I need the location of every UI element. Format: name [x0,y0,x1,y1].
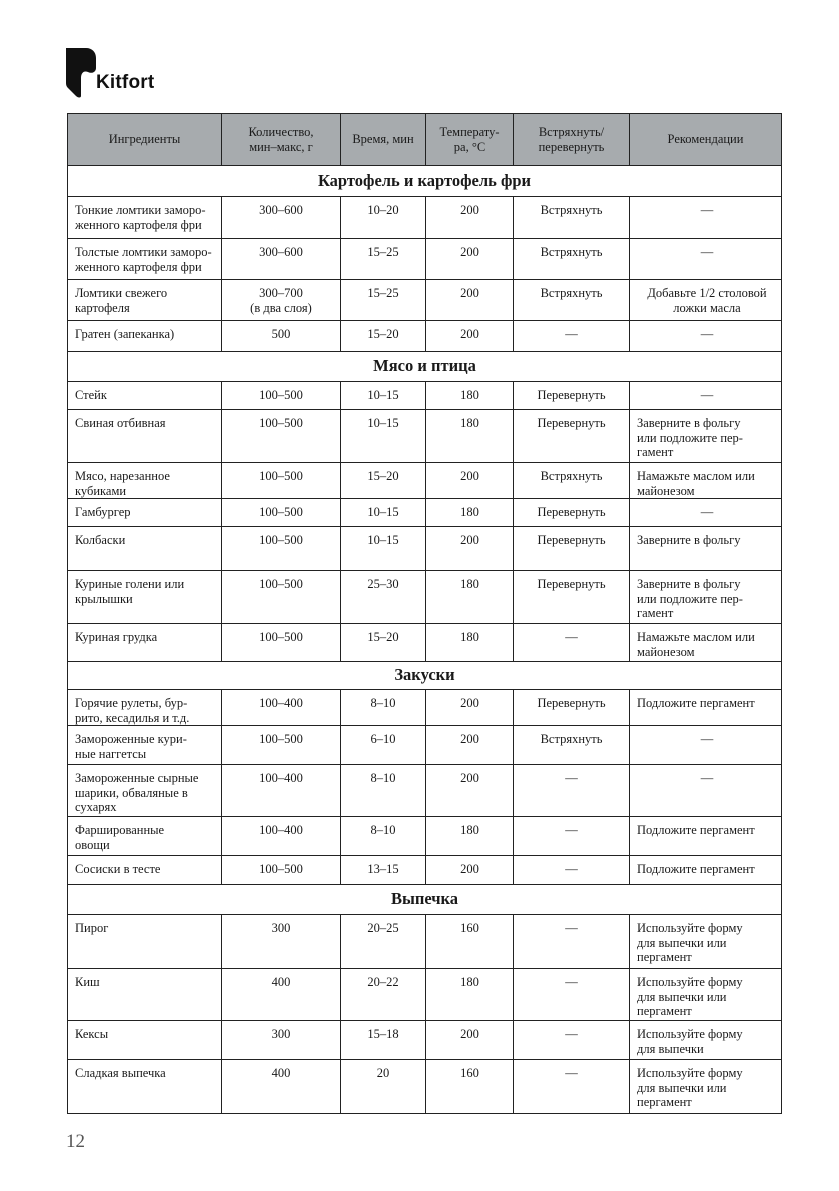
cell-action: Перевернуть [514,410,630,463]
cell-amount: 100–500 [222,856,341,885]
cell-temperature: 180 [426,499,514,527]
cell-time: 8–10 [341,690,426,726]
cell-recommendation: — [630,239,782,280]
section-row [68,885,782,915]
cell-amount: 300–700 (в два слоя) [222,280,341,321]
header-time: Время, мин [341,114,426,166]
cell-time: 10–15 [341,499,426,527]
header-amount: Количество, мин–макс, г [222,114,341,166]
brand-name: Kitfort [96,72,155,93]
cell-action: — [514,1021,630,1060]
cell-recommendation: — [630,726,782,765]
cell-amount: 100–500 [222,726,341,765]
section-row [68,166,782,197]
cell-action: — [514,321,630,352]
header-shake-flip: Встряхнуть/ перевернуть [514,114,630,166]
cell-recommendation: Используйте форму для выпечки [630,1021,782,1060]
table-row [68,1021,782,1060]
cell-action: — [514,624,630,662]
cell-action: Встряхнуть [514,280,630,321]
cell-time: 15–20 [341,321,426,352]
cell-ingredient: Пирог [68,915,222,969]
cell-recommendation: — [630,382,782,410]
table-row [68,856,782,885]
cell-action: Перевернуть [514,499,630,527]
cell-ingredient: Ломтики свежего картофеля [68,280,222,321]
cell-temperature: 200 [426,463,514,499]
cell-time: 15–25 [341,280,426,321]
cell-recommendation: Намажьте маслом или майонезом [630,624,782,662]
cell-ingredient: Свиная отбивная [68,410,222,463]
table-row [68,463,782,499]
table-row [68,527,782,571]
cell-amount: 100–500 [222,571,341,624]
cell-time: 10–15 [341,527,426,571]
table-row [68,197,782,239]
cell-ingredient: Куриные голени или крылышки [68,571,222,624]
cell-time: 20–25 [341,915,426,969]
cell-recommendation: Подложите пергамент [630,690,782,726]
cell-temperature: 180 [426,410,514,463]
cell-amount: 100–500 [222,624,341,662]
cell-ingredient: Замороженные сырные шарики, обваляные в сухарях [68,765,222,817]
cell-action: Встряхнуть [514,726,630,765]
cell-temperature: 200 [426,856,514,885]
cell-ingredient: Сладкая выпечка [68,1060,222,1114]
cell-time: 13–15 [341,856,426,885]
cell-amount: 100–500 [222,527,341,571]
cell-action: — [514,915,630,969]
cell-recommendation: Используйте форму для выпечки или пергамент [630,1060,782,1114]
cell-temperature: 200 [426,197,514,239]
cell-ingredient: Гамбургер [68,499,222,527]
cell-time: 10–15 [341,410,426,463]
page-number: 12 [66,1131,85,1152]
section-row [68,352,782,382]
section-title: Мясо и птица [68,352,782,382]
cell-amount: 100–400 [222,765,341,817]
cell-amount: 300–600 [222,239,341,280]
header-recommendations: Рекомендации [630,114,782,166]
cell-temperature: 160 [426,1060,514,1114]
cell-time: 15–25 [341,239,426,280]
cell-action: — [514,765,630,817]
cell-recommendation: — [630,321,782,352]
cell-temperature: 200 [426,239,514,280]
cell-time: 8–10 [341,817,426,856]
header-temperature: Температу- ра, °С [426,114,514,166]
cell-amount: 100–500 [222,382,341,410]
cell-time: 15–18 [341,1021,426,1060]
table-row [68,817,782,856]
cell-action: Перевернуть [514,690,630,726]
cell-action: Перевернуть [514,382,630,410]
cell-temperature: 180 [426,571,514,624]
cell-amount: 100–500 [222,410,341,463]
cell-temperature: 180 [426,817,514,856]
cell-time: 10–15 [341,382,426,410]
cell-time: 20–22 [341,969,426,1021]
cell-ingredient: Тонкие ломтики заморо- женного картофеля фри [68,197,222,239]
cell-ingredient: Сосиски в тесте [68,856,222,885]
section-row [68,662,782,690]
cell-ingredient: Горячие рулеты, бур- рито, кесадилья и т.д. [68,690,222,726]
cell-amount: 300–600 [222,197,341,239]
cell-recommendation: Подложите пергамент [630,817,782,856]
cell-temperature: 200 [426,726,514,765]
cell-amount: 400 [222,1060,341,1114]
table-header-row [68,114,782,166]
table-row [68,571,782,624]
cell-temperature: 200 [426,321,514,352]
cell-action: Встряхнуть [514,239,630,280]
cell-recommendation: Заверните в фольгу [630,527,782,571]
cell-temperature: 200 [426,1021,514,1060]
table-row [68,765,782,817]
cell-temperature: 180 [426,969,514,1021]
table-row [68,690,782,726]
table-row [68,382,782,410]
table-row [68,280,782,321]
table-row [68,321,782,352]
cell-time: 25–30 [341,571,426,624]
cell-temperature: 200 [426,527,514,571]
cell-action: — [514,969,630,1021]
cell-ingredient: Колбаски [68,527,222,571]
cell-amount: 400 [222,969,341,1021]
cell-time: 20 [341,1060,426,1114]
cell-time: 15–20 [341,624,426,662]
cell-action: Встряхнуть [514,463,630,499]
cell-action: Встряхнуть [514,197,630,239]
cell-ingredient: Стейк [68,382,222,410]
table-row [68,499,782,527]
table-row [68,410,782,463]
cell-ingredient: Толстые ломтики заморо- женного картофеля фри [68,239,222,280]
cell-ingredient: Киш [68,969,222,1021]
table-row [68,726,782,765]
cell-temperature: 200 [426,765,514,817]
cell-time: 10–20 [341,197,426,239]
cell-recommendation: Подложите пергамент [630,856,782,885]
cell-recommendation: Используйте форму для выпечки или пергамент [630,915,782,969]
cell-ingredient: Замороженные кури- ные наггетсы [68,726,222,765]
cell-action: Перевернуть [514,527,630,571]
cell-recommendation: Заверните в фольгу или подложите пер- гамент [630,571,782,624]
cell-amount: 100–500 [222,499,341,527]
cell-time: 15–20 [341,463,426,499]
table-row [68,1060,782,1114]
cell-temperature: 200 [426,690,514,726]
cell-amount: 100–400 [222,690,341,726]
kitfort-logo-icon [66,48,96,98]
section-title: Картофель и картофель фри [68,166,782,197]
cell-amount: 300 [222,1021,341,1060]
cell-ingredient: Фаршированные овощи [68,817,222,856]
cell-recommendation: — [630,499,782,527]
table-row [68,915,782,969]
cell-action: — [514,1060,630,1114]
cell-recommendation: Намажьте маслом или майонезом [630,463,782,499]
cell-amount: 100–400 [222,817,341,856]
brand-logo [66,48,176,98]
table-row [68,624,782,662]
cell-recommendation: Добавьте 1/2 столовой ложки масла [630,280,782,321]
cell-recommendation: Используйте форму для выпечки или пергамент [630,969,782,1021]
cell-temperature: 180 [426,624,514,662]
cell-action: Перевернуть [514,571,630,624]
table-row [68,239,782,280]
cell-action: — [514,856,630,885]
cell-ingredient: Куриная грудка [68,624,222,662]
cell-action: — [514,817,630,856]
header-ingredients: Ингредиенты [68,114,222,166]
section-title: Выпечка [68,885,782,915]
cell-amount: 100–500 [222,463,341,499]
cell-amount: 300 [222,915,341,969]
cell-ingredient: Мясо, нарезанное кубиками [68,463,222,499]
cell-recommendation: Заверните в фольгу или подложите пер- гамент [630,410,782,463]
cell-ingredient: Кексы [68,1021,222,1060]
cell-ingredient: Гратен (запеканка) [68,321,222,352]
cooking-table [67,113,782,1114]
section-title: Закуски [68,662,782,690]
cell-temperature: 160 [426,915,514,969]
cell-amount: 500 [222,321,341,352]
cell-recommendation: — [630,197,782,239]
cell-time: 6–10 [341,726,426,765]
cell-temperature: 180 [426,382,514,410]
cell-time: 8–10 [341,765,426,817]
table-row [68,969,782,1021]
cell-recommendation: — [630,765,782,817]
cell-temperature: 200 [426,280,514,321]
